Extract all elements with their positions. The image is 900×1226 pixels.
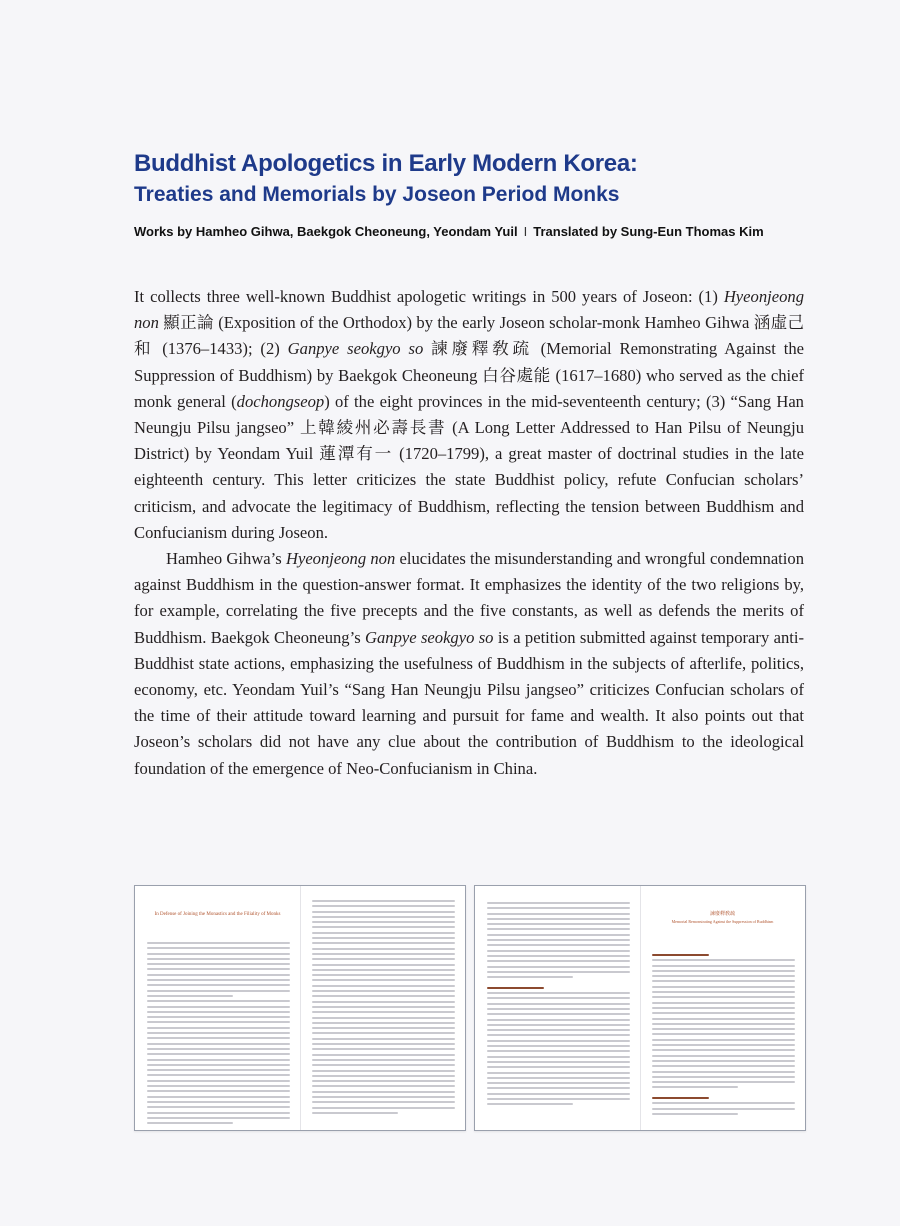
sample-page [640, 886, 805, 1130]
description-paragraph-1 [134, 284, 804, 546]
sample-spread-right [474, 885, 806, 1131]
text-run: It collects three well-known Buddhist apologetic writings in 500 years of Joseon: (1) [134, 287, 724, 306]
text-run: 諫廢釋敎疏 (Memorial Remonstrating Against the Suppression of Buddhism) by Baekgok Cheoneung 白谷處能 (1617–1680) who served as the chief monk general ( [134, 339, 804, 411]
description-paragraph-2 [134, 546, 804, 782]
sample-page [300, 886, 465, 1130]
sample-page [475, 886, 640, 1130]
text-lines-placeholder [312, 900, 455, 1117]
description-body [134, 284, 804, 782]
text-run: elucidates the misunderstanding and wrongful condemnation against Buddhism in the question-answer format. It emphasizes the identity of the two religions by, for example, correlating the five precepts and the five constants, as well as defends the merits of Buddhism. Baekgok Cheoneung’s [134, 549, 804, 647]
book-title: Buddhist Apologetics in Early Modern Korea: [134, 150, 638, 177]
credits-separator: I [523, 224, 528, 239]
translator: Translated by Sung-Eun Thomas Kim [533, 224, 764, 239]
text-run: ) of the eight provinces in the mid-seventeenth century; (3) “Sang Han Neungju Pilsu jangseo” 上韓綾州必壽長書 (A Long Letter Addressed to Han Pilsu of Neungju District) by Yeondam Yuil 蓮潭有一 (1720–1799), a great master of doctrinal studies in the late eighteenth century. This letter criticizes the state Buddhist policy, refute Confucian scholars’ criticism, and advocate the legitimacy of Buddhism, reflecting the tension between Buddhism and Confucianism during Joseon. [134, 391, 804, 542]
sample-page-heading [654, 912, 791, 925]
text-lines-placeholder [652, 954, 795, 1118]
term-italic: dochongseop [236, 391, 325, 411]
text-lines-placeholder [147, 942, 290, 1127]
work-title-italic: Hyeonjeong non [285, 549, 396, 569]
heading-cjk: 諫廢釋敎疏 [709, 912, 735, 917]
book-subtitle: Treaties and Memorials by Joseon Period Monks [134, 183, 620, 206]
running-head [145, 894, 290, 900]
authors: Works by Hamheo Gihwa, Baekgok Cheoneung, Yeondam Yuil [134, 224, 518, 239]
text-run: 顯正論 (Exposition of the Orthodox) by the early Joseon scholar-monk Hamheo Gihwa 涵虛己和 (1376–1433); (2) [134, 313, 804, 359]
work-title-italic: Hyeonjeong non [134, 287, 804, 333]
work-title-italic: Ganpye seokgyo so [287, 339, 424, 359]
sample-page-heading: In Defense of Joining the Monastics and the Filiality of Monks [154, 912, 281, 917]
work-title-italic: Ganpye seokgyo so [365, 627, 494, 647]
sample-page [135, 886, 300, 1130]
text-run: Hamheo Gihwa’s [166, 549, 286, 569]
text-run: is a petition submitted against temporary anti-Buddhist state actions, emphasizing the usefulness of Buddhism in the subjects of afterlife, politics, economy, etc. Yeondam Yuil’s “Sang Han Neungju Pilsu jangseo” criticizes Confucian scholars of the time of their attitude toward learning and pursuit for fame and wealth. It also points out that Joseon’s scholars did not have any clue about the contribution of Buddhism to the ideological foundation of the emergence of Neo-Confucianism in China. [134, 627, 804, 778]
sample-spread-left [134, 885, 466, 1131]
text-lines-placeholder [487, 902, 630, 1109]
heading-english: Memorial Remonstrating Against the Suppression of Buddhism [671, 918, 774, 924]
credits-line [134, 223, 854, 241]
